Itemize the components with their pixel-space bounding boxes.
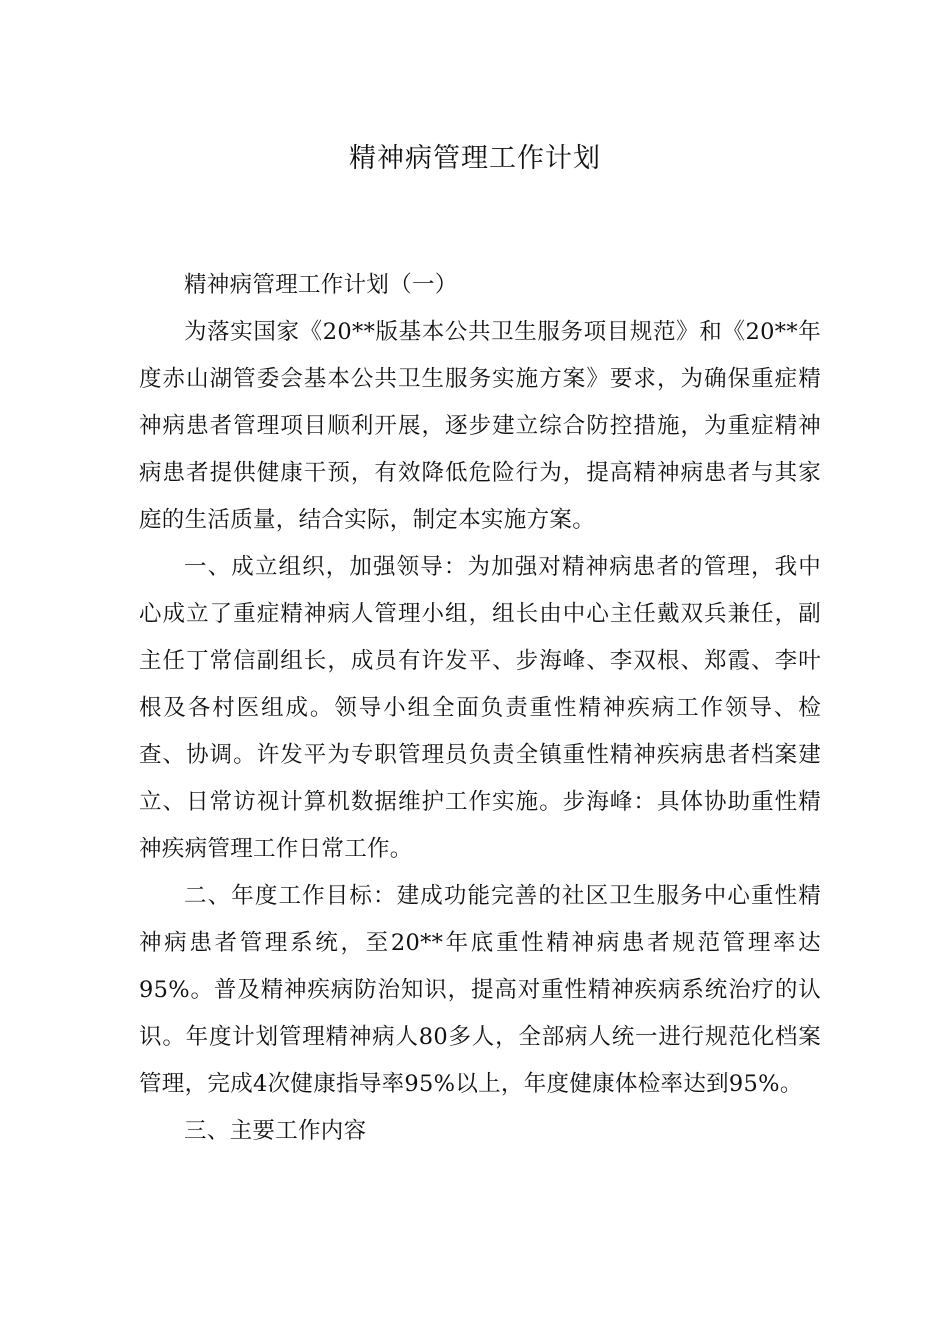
paragraph-introduction: 为落实国家《20**版基本公共卫生服务项目规范》和《20**年度赤山湖管委会基本公共卫生服务实施方案》要求，为确保重症精神病患者管理项目顺利开展，逐步建立综合防控措施，为重症精神病患者提供健康干预，有效降低危险行为，提高精神病患者与其家庭的生活质量，结合实际，制定本实施方案。 (139, 319, 821, 533)
paragraph-organization: 一、成立组织，加强领导：为加强对精神病患者的管理，我中心成立了重症精神病人管理小组，组长由中心主任戴双兵兼任，副主任丁常信副组长，成员有许发平、步海峰、李双根、郑霞、李叶根及各村医组成。领导小组全面负责重性精神疾病工作领导、检查、协调。许发平为专职管理员负责全镇重性精神疾病患者档案建立、日常访视计算机数据维护工作实施。步海峰：具体协助重性精神疾病管理工作日常工作。 (139, 554, 821, 862)
paragraph-annual-goals: 二、年度工作目标：建成功能完善的社区卫生服务中心重性精神病患者管理系统，至20**年底重性精神病患者规范管理率达95%。普及精神疾病防治知识，提高对重性精神疾病系统治疗的认识。年度计划管理精神病人80多人，全部病人统一进行规范化档案管理，完成4次健康指导率95%以上，年度健康体检率达到95%。 (139, 883, 821, 1097)
section-heading-main-work: 三、主要工作内容 (184, 1118, 367, 1144)
document-body (139, 262, 821, 1155)
document-title: 精神病管理工作计划 (349, 143, 601, 174)
section-heading-plan-one: 精神病管理工作计划（一） (184, 272, 458, 298)
